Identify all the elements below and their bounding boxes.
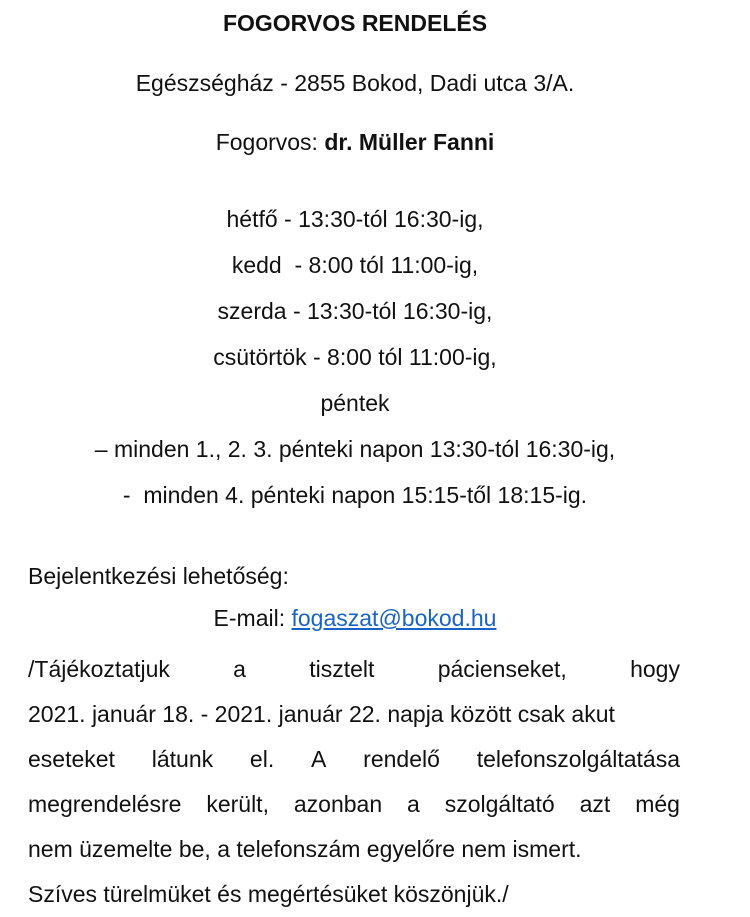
notice-paragraph [28,647,680,917]
notice-word: A [311,746,327,772]
schedule-tuesday: kedd - 8:00 tól 11:00-ig, [231,252,479,278]
schedule-friday-1-3: – minden 1., 2. 3. pénteki napon 13:30-tól 16:30-ig, [94,436,616,462]
notice-line-1 [28,647,680,692]
office-hours [0,196,710,518]
notice-word: eseteket [28,746,115,772]
notice-word: pácienseket, [437,656,567,682]
notice-line-5: nem üzemelte be, a telefonszám egyelőre nem ismert. [28,836,582,862]
doctor-name: dr. Müller Fanni [324,129,495,155]
notice-word: még [635,791,680,817]
notice-word: rendelő [363,746,440,772]
notice-word: szolgáltató [444,791,555,817]
doctor-line [0,129,710,156]
registration-label: Bejelentkezési lehetőség: [28,563,289,589]
schedule-friday-4: - minden 4. pénteki napon 15:15-től 18:15-ig. [122,482,588,508]
notice-word: látunk [151,746,214,772]
notice-word: el. [249,746,275,772]
notice-line-3 [28,737,680,782]
notice-word: a [407,791,420,817]
notice-word: megrendelésre [28,791,182,817]
email-line [0,605,710,632]
notice-word: azt [579,791,611,817]
page-title: FOGORVOS RENDELÉS [222,10,488,36]
schedule-wednesday: szerda - 13:30-tól 16:30-ig, [217,298,493,324]
notice-word: /Tájékoztatjuk [28,656,170,682]
notice-word: tisztelt [309,656,375,682]
notice-line-6: Szíves türelmüket és megértésüket köszönjük./ [28,881,509,907]
notice-word: azonban [293,791,383,817]
schedule-friday: péntek [320,390,390,416]
notice-word: került, [206,791,269,817]
notice-word: hogy [630,656,680,682]
doctor-prefix: Fogorvos: [215,129,325,155]
notice-word: a [233,656,246,682]
email-prefix: E-mail: [213,605,292,631]
notice-word: telefonszolgáltatása [476,746,680,772]
notice-line-4 [28,782,680,827]
notice-line-2: 2021. január 18. - 2021. január 22. napja között csak akut [28,701,615,727]
schedule-thursday: csütörtök - 8:00 tól 11:00-ig, [213,344,497,370]
address: Egészségház - 2855 Bokod, Dadi utca 3/A. [135,70,575,96]
email-link[interactable]: fogaszat@bokod.hu [291,605,497,631]
schedule-monday: hétfő - 13:30-tól 16:30-ig, [226,206,484,232]
